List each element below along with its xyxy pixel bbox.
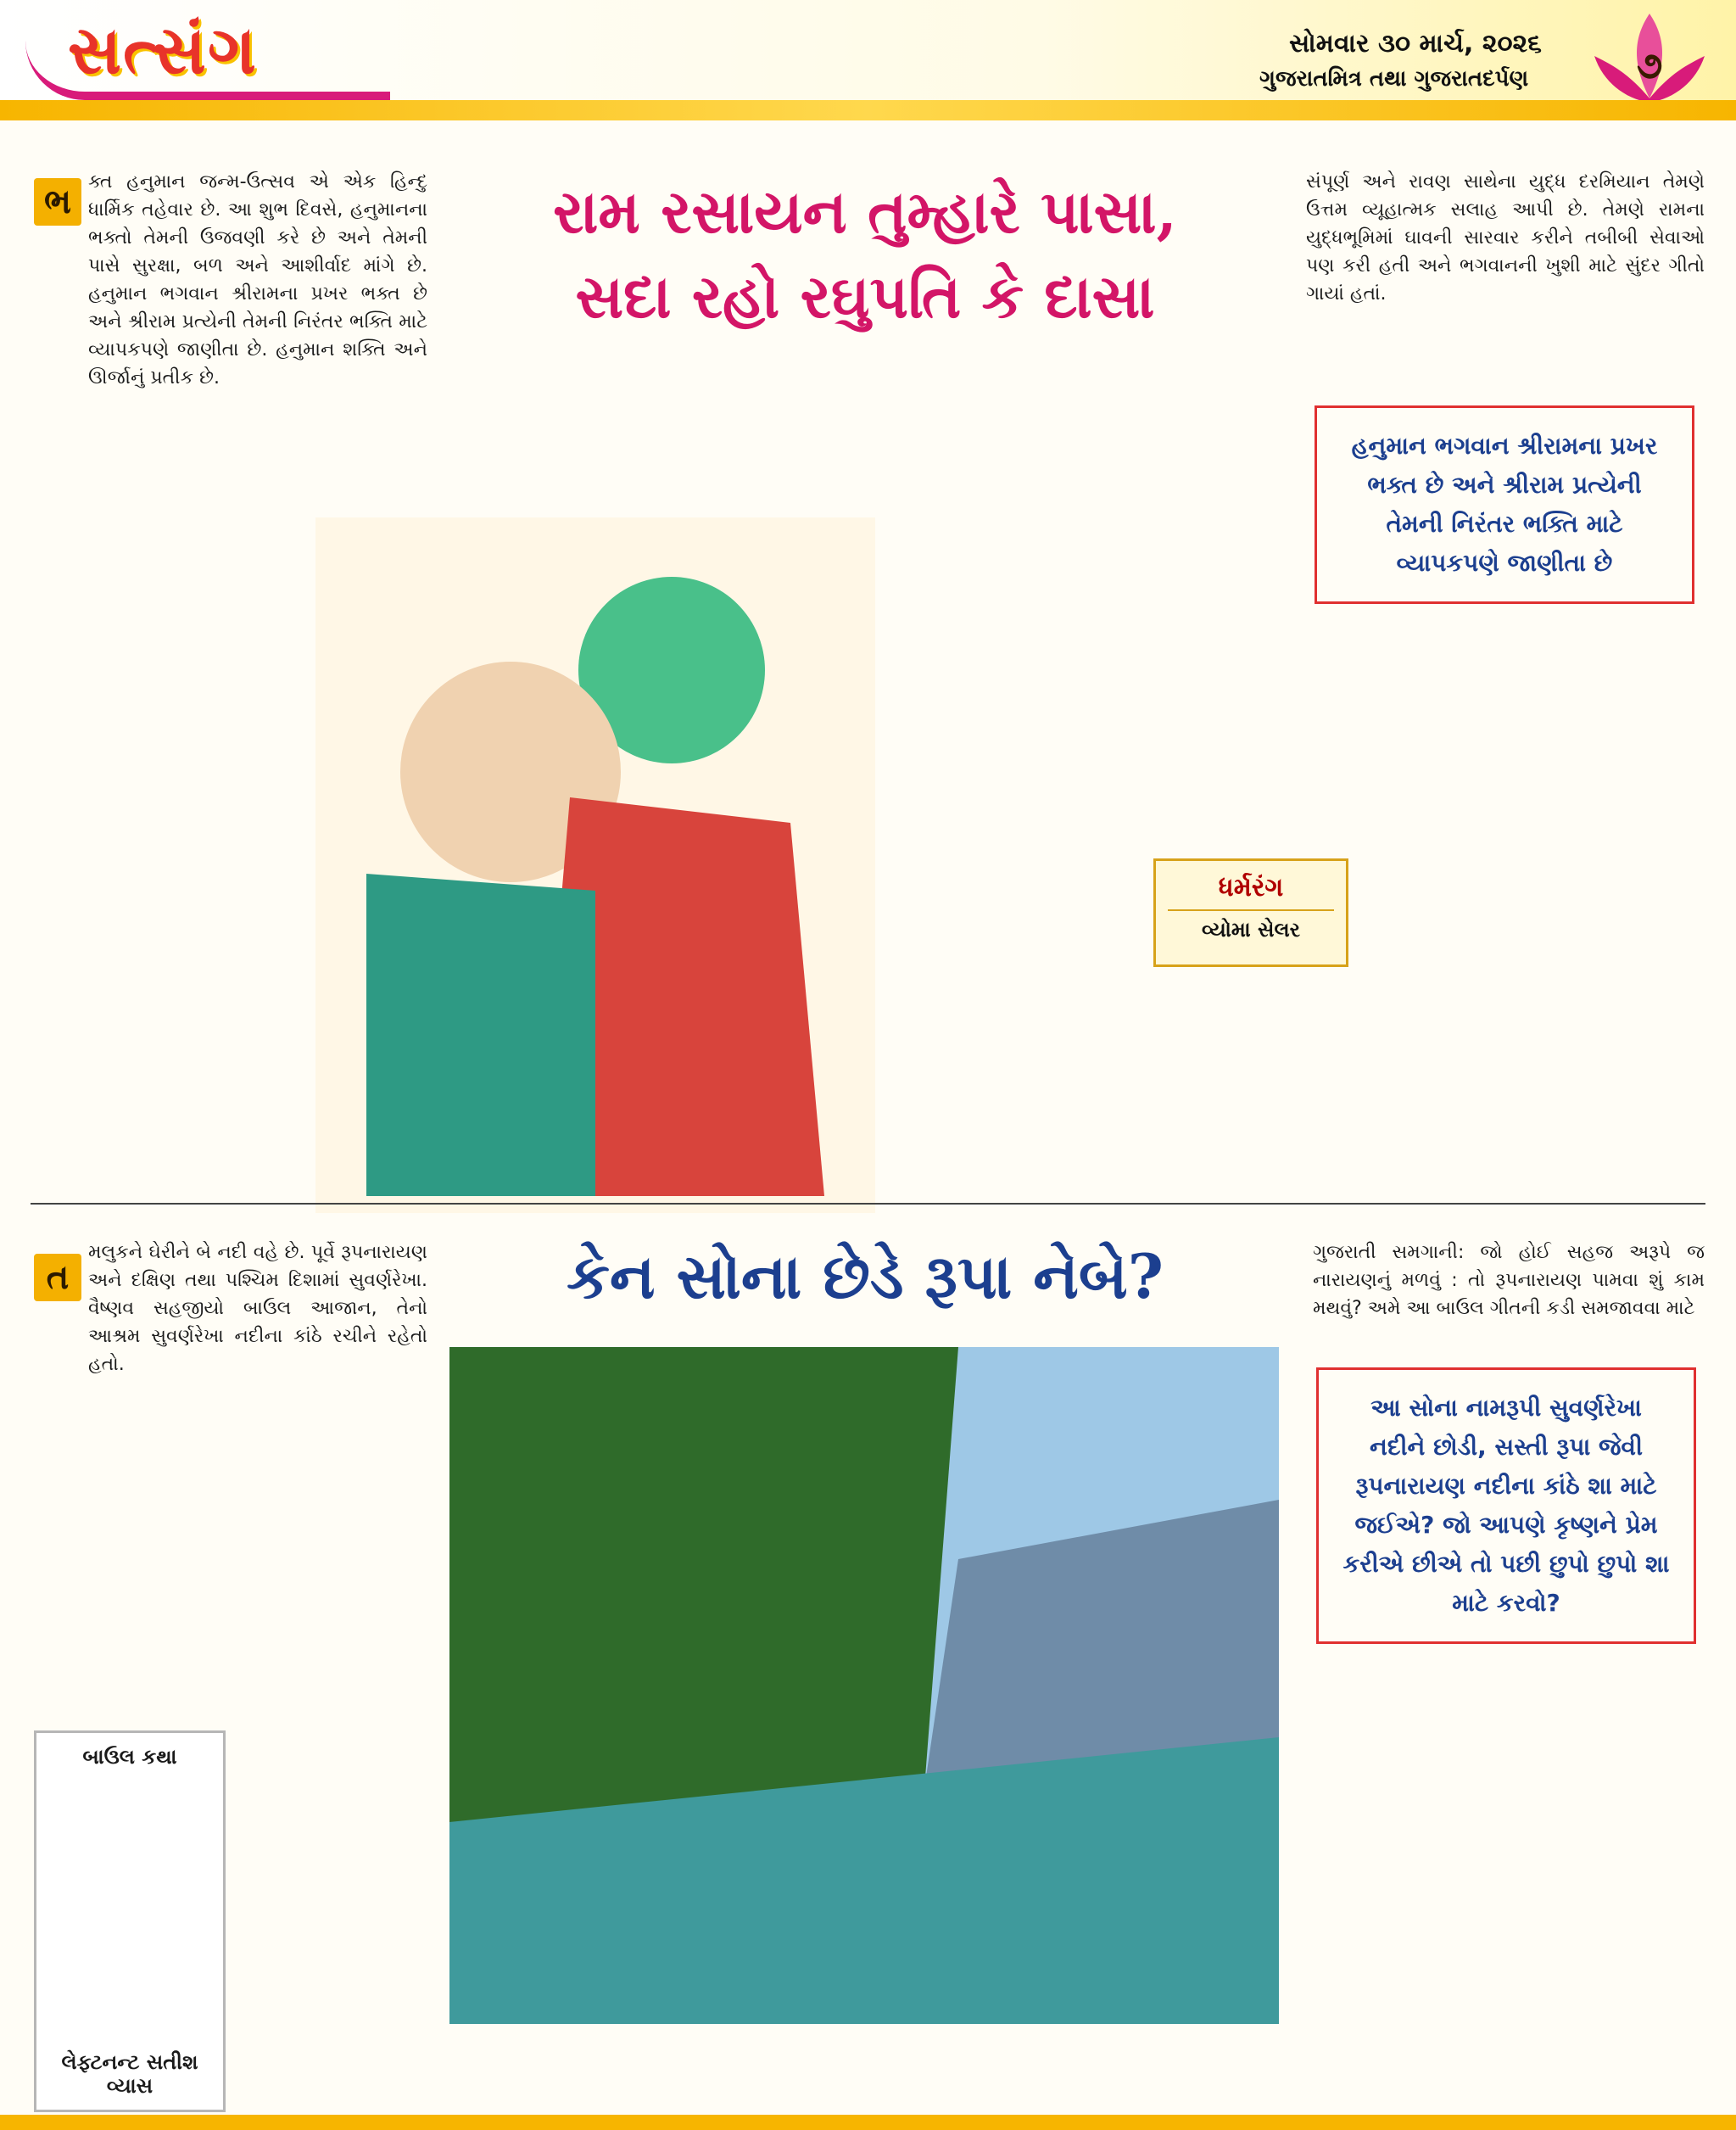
section-divider (31, 1203, 1705, 1205)
article1-title-line1: રામ રસાયન તુમ્હારે પાસા, (553, 176, 1177, 247)
header-band (0, 100, 1736, 120)
drop-cap-2: ત (34, 1254, 81, 1301)
drop-cap: ભ (34, 178, 81, 226)
column-badge (34, 1730, 226, 2112)
logo: સત્સંગ (68, 12, 258, 89)
article1-title (458, 170, 1272, 339)
article2-col3: ગુજરાતી સમગાની: જો હોઈ સહજ અરૂપે જ નારાયણનું મળવું : તો રૂપનારાયણ પામવા શું કામ મથવું? અમે આ બાઉલ ગીતની કડી સમજાવવા માટે (1313, 1242, 1705, 1319)
author-label: લેફ્ટનન્ટ સતીશ વ્યાસ (61, 2050, 198, 2098)
article2-title: કેન સોના છેડે રૂપા નેબે? (567, 1240, 1164, 1312)
article1-title-line2: સદા રહો રઘુપતિ કે દાસા (575, 261, 1155, 332)
article1-col1: ક્ત હનુમાન જન્મ-ઉત્સવ એ એક હિન્દુ ધાર્મિક તહેવાર છે. આ શુભ દિવસે, હનુમાનના ભક્તો તેમની ઉજવણી કરે છે અને તેમની પાસે સુરક્ષા, બળ અને આશીર્વાદ માંગે છે. હનુમાન ભગવાન શ્રીરામના પ્રખર ભક્ત છે અને શ્રીરામ પ્રત્યેની તેમની નિરંતર ભક્તિ માટે વ્યાપકપણે જાણીતા છે. હનુમાન શક્તિ અને ઊર્જાનું પ્રતીક છે. (88, 171, 427, 389)
masthead (0, 0, 1736, 119)
byline-category: ધર્મરંગ (1218, 873, 1284, 903)
pullquote-2: આ સોના નામરૂપી સુવર્ણરેખા નદીને છોડી, સસ્તી રૂપા જેવી રૂપનારાયણ નદીના કાંઠે શા માટે જઈએ? જો આપણે કૃષ્ણને પ્રેમ કરીએ છીએ તો પછી છુપો છુપો શા માટે કરવો? (1316, 1367, 1696, 1644)
article2-col1: મલુકને ઘેરીને બે નદી વહે છે. પૂર્વે રૂપનારાયણ અને દક્ષિણ તથા પશ્ચિમ દિશામાં સુવર્ણરેખા. વૈષ્ણવ સહજીયો બાઉલ આજાન, તેનો આશ્રમ સુવર્ણરેખા નદીના કાંઠે રચીને રહેતો હતો. (88, 1242, 427, 1375)
page-number: ૭ (1636, 44, 1663, 87)
byline-box (1153, 858, 1348, 967)
publication-subtitle: ગુજરાતમિત્ર તથા ગુજરાતદર્પણ (1259, 66, 1529, 92)
footer-band (0, 2115, 1736, 2130)
column-label: બાઉલ કથા (82, 1745, 177, 1769)
pullquote: હનુમાન ભગવાન શ્રીરામના પ્રખર ભક્ત છે અને શ્રીરામ પ્રત્યેની તેમની નિરંતર ભક્તિ માટે વ્યાપકપણે જાણીતા છે (1315, 405, 1694, 604)
hanuman-ram-illustration (315, 517, 875, 1213)
issue-date: સોમવાર ૩૦ માર્ચ, ૨૦૨૬ (1289, 29, 1542, 59)
article1-col4: સંપૂર્ણ અને રાવણ સાથેના યુદ્ધ દરમિયાન તેમણે ઉત્તમ વ્યૂહાત્મક સલાહ આપી છે. તેમણે રામના યુદ્ધભૂમિમાં ઘાવની સારવાર કરીને તબીબી સેવાઓ પણ કરી હતી અને ભગવાનની ખુશી માટે સુંદર ગીતો ગાયાં હતાં. (1306, 171, 1705, 305)
river-photo (449, 1347, 1279, 2024)
byline-author: વ્યોમા સેલર (1168, 909, 1334, 942)
